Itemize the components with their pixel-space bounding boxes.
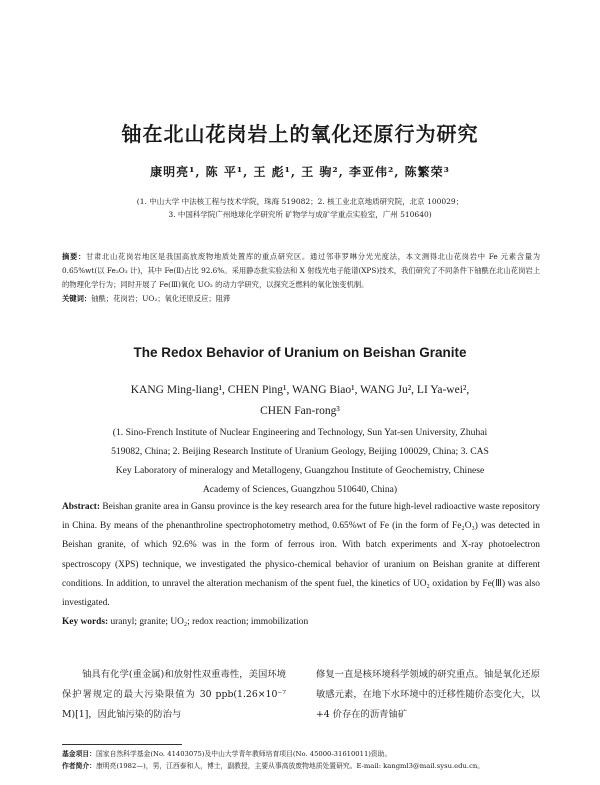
body-left-column <box>62 665 286 725</box>
chinese-keywords-label: 关键词： <box>62 294 92 303</box>
chinese-affiliation-line: 3. 中国科学院广州地球化学研究所 矿物学与成矿学重点实验室，广州 510640) <box>168 210 432 219</box>
chinese-authors: 康明亮¹, 陈 平¹, 王 彪¹, 王 驹², 李亚伟², 陈繁荣³ <box>150 165 450 179</box>
author-bio-text: 康明亮(1982—)，男，江西泰和人，博士，副教授，主要从事高放废物地质处置研究。E-mail: kangml3@mail.sysu.edu.cn。 <box>95 761 485 770</box>
english-affiliation-line: 519082, China; 2. Beijing Research Institute of Uranium Geology, Beijing 100029, China; 3. CAS <box>111 446 489 457</box>
chinese-abstract-text: 甘肃北山花岗岩地区是我国高放废物地质处置库的重点研究区。通过邻菲罗啉分光光度法，本文测得北山花岗岩中 Fe 元素含量为 0.65%wt(以 Fe₂O₃ 计)，其中 Fe(Ⅱ)占比 92.6%。采用静态批实验法和 X 射线光电子能谱(XPS)技术，我们研究了不同条件下铀酰在北山花岗岩上的物理化学行为；同时开展了 Fe(Ⅲ)氧化 UO₂ 的动力学研究，以探究乏燃料的氧化蚀变机制。 <box>62 252 540 289</box>
body-right-column <box>316 665 540 725</box>
english-affiliation-line: Academy of Sciences, Guangzhou 510640, China) <box>202 484 398 495</box>
english-affiliations <box>60 423 540 499</box>
english-authors-line: CHEN Fan-rong³ <box>260 405 340 417</box>
chinese-keywords: 铀酰；花岗岩；UO₂；氧化还原反应；阻滞 <box>91 294 231 303</box>
body-left-text: 铀具有化学(重金属)和放射性双重毒性，美国环境保护署规定的最大污染限值为 30 ppb(1.26×10⁻⁷ M)[1]，因此铀污染的防治与 <box>62 669 286 720</box>
english-abstract-text: Beishan granite area in Gansu province is the key research area for the future high-level radioactive waste repository in China. By means of the phenanthroline spectrophotometry method, 0.65%wt of Fe (in the form of Fe₂O₃) was detected in Beishan granite, of which 92.6% was in the form of ferrous iron. With batch experiments and X-ray photoelectron spectroscopy (XPS) technique, we investigated the physico-chemical behavior of uranium on Beishan granite at different conditions. In addition, to unravel the alteration mechanism of the spent fuel, the kinetics of UO₂ oxidation by Fe(Ⅲ) was also investigated. <box>62 502 541 609</box>
chinese-affiliation-line: (1. 中山大学 中法核工程与技术学院，珠海 519082；2. 核工业北京地质研究院，北京 100029； <box>136 197 464 206</box>
english-affiliation-line: (1. Sino-French Institute of Nuclear Engineering and Technology, Sun Yat-sen University, Zhuhai <box>112 427 488 438</box>
english-abstract-label: Abstract: <box>62 502 101 512</box>
chinese-abstract-label: 摘要： <box>62 252 86 261</box>
english-keywords-label: Key words: <box>62 617 109 628</box>
english-authors-line: KANG Ming-liang¹, CHEN Ping¹, WANG Biao¹, WANG Ju², LI Ya-wei², <box>130 384 470 396</box>
footnote-divider <box>62 744 182 745</box>
english-title: The Redox Behavior of Uranium on Beishan Granite <box>133 345 467 360</box>
body-text <box>62 665 540 725</box>
fund-text: 国家自然科学基金(No. 41403075)及中山大学青年教师培育项目(No. 45000-31610011)资助。 <box>95 750 392 758</box>
english-affiliation-line: Key Laboratory of mineralogy and Metallogeny, Guangzhou Institute of Geochemistry, Chinese <box>115 465 485 476</box>
english-abstract <box>62 498 540 632</box>
author-bio-label: 作者简介： <box>62 761 96 770</box>
english-keywords: uranyl; granite; UO₂; redox reaction; immobilization <box>110 617 309 628</box>
chinese-affiliations <box>60 195 540 221</box>
english-authors <box>0 380 600 422</box>
footnote <box>62 749 540 772</box>
chinese-abstract <box>62 250 540 306</box>
body-right-text: 修复一直是核环境科学领域的研究重点。铀是氧化还原敏感元素，在地下水环境中的迁移性随价态变化大，以+4 价存在的沥青铀矿 <box>316 669 540 720</box>
fund-label: 基金项目： <box>62 750 96 758</box>
chinese-title: 铀在北山花岗岩上的氧化还原行为研究 <box>121 122 479 146</box>
